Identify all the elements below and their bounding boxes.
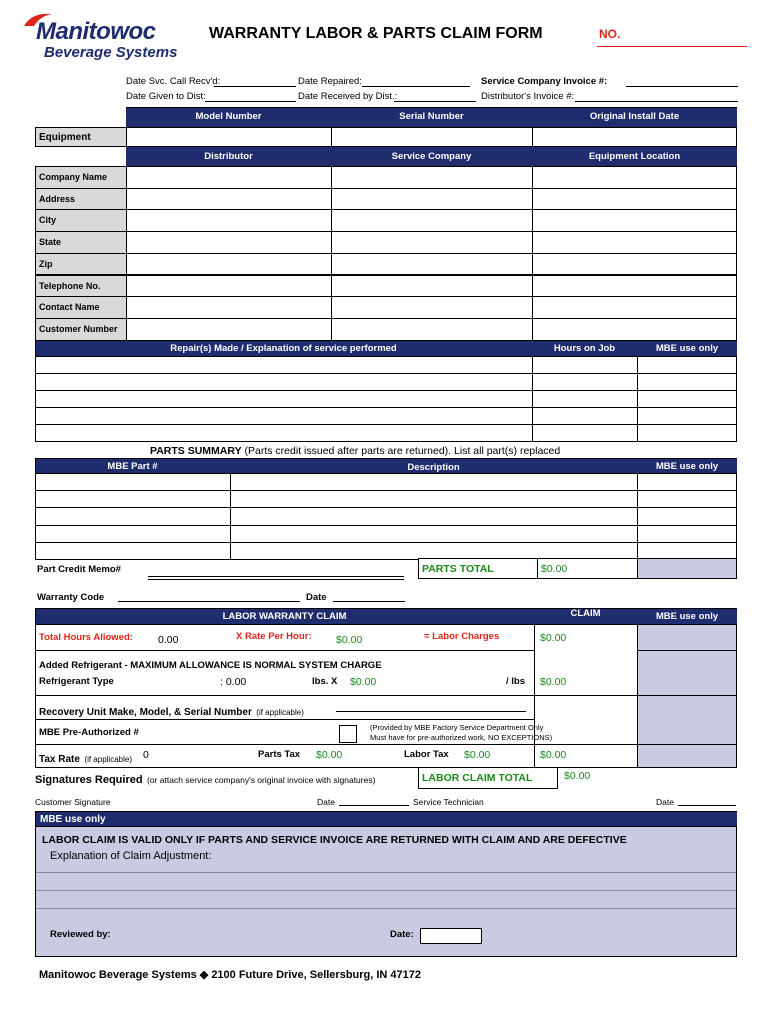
distributor-field[interactable] — [126, 275, 332, 298]
labor-charges-label: = Labor Charges — [424, 631, 500, 642]
preauth-note-1: (Provided by MBE Factory Service Department Only — [370, 723, 544, 732]
logo-brand: Manitowoc — [36, 18, 156, 45]
service-company-field[interactable] — [331, 318, 533, 341]
repair-mbe-field[interactable] — [637, 407, 737, 425]
reviewed-by-label: Reviewed by: — [50, 929, 111, 940]
total-hours-value[interactable]: 0.00 — [158, 634, 179, 646]
service-company-field[interactable] — [331, 166, 533, 189]
rate-value[interactable]: $0.00 — [336, 634, 363, 646]
party-row-label: Company Name — [35, 166, 127, 189]
signatures-note: (or attach service company's original invoice with signatures) — [147, 775, 376, 785]
part-mbe-field[interactable] — [637, 490, 737, 508]
equipment-location-field[interactable] — [532, 188, 737, 211]
hours-on-job-field[interactable] — [532, 356, 638, 374]
technician-label: Service Technician — [413, 797, 484, 807]
no-label: NO. — [599, 27, 621, 41]
valid-notice: LABOR CLAIM IS VALID ONLY IF PARTS AND SERVICE INVOICE ARE RETURNED WITH CLAIM AND ARE DEFECTIVE — [42, 834, 627, 846]
footer — [39, 968, 421, 981]
preauth-label: MBE Pre-Authorized # — [39, 727, 139, 738]
repair-description-field[interactable] — [35, 424, 533, 442]
distributor-field[interactable] — [126, 253, 332, 276]
party-row-label: City — [35, 209, 127, 232]
party-row-label: Customer Number — [35, 318, 127, 341]
part-mbe-field[interactable] — [637, 525, 737, 543]
service-company-field[interactable] — [331, 253, 533, 276]
signature-date-label-1: Date — [317, 797, 335, 807]
given-field[interactable] — [205, 91, 296, 102]
footer-company: Manitowoc Beverage Systems — [39, 969, 197, 981]
labor-main-block — [35, 624, 535, 768]
equipment-location-field[interactable] — [532, 231, 737, 254]
per-lbs-value: $0.00 — [540, 676, 567, 688]
warranty-date-field[interactable] — [333, 591, 405, 602]
preauth-checkbox[interactable] — [339, 725, 357, 743]
total-hours-label: Total Hours Allowed: — [39, 632, 133, 643]
equipment-location-field[interactable] — [532, 275, 737, 298]
part-description-field[interactable] — [230, 473, 638, 491]
rate-label: X Rate Per Hour: — [236, 631, 312, 642]
parts-mbe-header: MBE use only — [655, 461, 719, 472]
hours-on-job-field[interactable] — [532, 373, 638, 391]
logo — [22, 10, 182, 65]
repair-mbe-field[interactable] — [637, 390, 737, 408]
footer-address: 2100 Future Drive, Sellersburg, IN 47172 — [211, 969, 422, 981]
parts-total-value: $0.00 — [541, 563, 568, 575]
svc-call-field[interactable] — [214, 76, 296, 87]
signature-date-label-2: Date — [656, 797, 674, 807]
signature-date-field-1[interactable] — [339, 797, 409, 806]
mbe-section-header — [35, 811, 737, 827]
service-company-field[interactable] — [331, 188, 533, 211]
equipment-location-header: Equipment Location — [588, 151, 681, 162]
serial-number-header: Serial Number — [399, 111, 464, 122]
party-row-label: Address — [35, 188, 127, 211]
part-number-field[interactable] — [35, 542, 231, 560]
install-date-header: Original Install Date — [589, 111, 680, 122]
part-description-field[interactable] — [230, 507, 638, 525]
mbe-section-title: MBE use only — [40, 814, 106, 825]
dist-invoice-label: Distributor's Invoice #: — [481, 91, 575, 102]
serial-number-field[interactable] — [331, 127, 533, 147]
tax-rate-label: Tax Rate — [39, 754, 80, 765]
model-number-field[interactable] — [126, 127, 332, 147]
tax-rate-row — [39, 749, 132, 767]
part-description-field[interactable] — [230, 490, 638, 508]
svc-call-label: Date Svc. Call Recv'd: — [126, 76, 221, 87]
claim-header: CLAIM — [570, 608, 601, 619]
invoice-field[interactable] — [626, 76, 738, 87]
equipment-location-field[interactable] — [532, 166, 737, 189]
distributor-field[interactable] — [126, 318, 332, 341]
repair-description-field[interactable] — [35, 390, 533, 408]
tax-claim-value: $0.00 — [540, 749, 567, 761]
part-number-field[interactable] — [35, 525, 231, 543]
labor-mbe-header: MBE use only — [655, 611, 719, 622]
repair-description-field[interactable] — [35, 356, 533, 374]
preauth-note-2: Must have for pre-authorized work, NO EXCEPTIONS) — [370, 733, 553, 742]
parts-total-label: PARTS TOTAL — [422, 563, 494, 575]
signature-date-field-2[interactable] — [678, 797, 736, 806]
labor-mbe-tax[interactable] — [637, 744, 737, 768]
part-mbe-field[interactable] — [637, 507, 737, 525]
distributor-field[interactable] — [126, 166, 332, 189]
parts-summary-heading — [150, 445, 560, 457]
labor-header: LABOR WARRANTY CLAIM — [222, 611, 347, 622]
repair-description-field[interactable] — [35, 373, 533, 391]
model-number-header: Model Number — [195, 111, 262, 122]
service-company-header: Service Company — [391, 151, 472, 162]
party-row-label: Telephone No. — [35, 275, 127, 298]
signatures-label: Signatures Required — [35, 774, 143, 786]
part-number-field[interactable] — [35, 507, 231, 525]
recovery-label: Recovery Unit Make, Model, & Serial Number — [39, 707, 252, 718]
per-lbs-label: / lbs — [506, 676, 526, 687]
labor-charges-value: $0.00 — [540, 632, 567, 644]
labor-tax-value: $0.00 — [464, 749, 491, 761]
service-company-field[interactable] — [331, 209, 533, 232]
parts-tax-value: $0.00 — [316, 749, 343, 761]
refrigerant-type-label: Refrigerant Type — [39, 676, 114, 687]
service-company-field[interactable] — [331, 231, 533, 254]
distributor-field[interactable] — [126, 209, 332, 232]
description-header: Description — [407, 462, 460, 473]
tax-rate-note: (if applicable) — [84, 755, 132, 764]
hours-on-job-field[interactable] — [532, 390, 638, 408]
install-date-field[interactable] — [532, 127, 737, 147]
warranty-code-field[interactable] — [118, 591, 300, 602]
explanation-line-1[interactable] — [36, 872, 736, 873]
equipment-location-field[interactable] — [532, 209, 737, 232]
part-number-field[interactable] — [35, 473, 231, 491]
distributor-header: Distributor — [204, 151, 253, 162]
labor-mbe-refrigerant[interactable] — [637, 650, 737, 696]
mbe-part-header: MBE Part # — [107, 461, 158, 472]
explanation-label: Explanation of Claim Adjustment: — [50, 850, 212, 862]
repairs-header: Repair(s) Made / Explanation of service performed — [170, 343, 397, 354]
parts-total-mbe-cell[interactable] — [637, 558, 737, 579]
parts-summary-bold: PARTS SUMMARY — [150, 445, 242, 457]
repair-mbe-field[interactable] — [637, 356, 737, 374]
tax-rate-value[interactable]: 0 — [143, 749, 149, 761]
recovery-row — [39, 702, 304, 720]
distributor-field[interactable] — [126, 188, 332, 211]
recovery-field[interactable] — [336, 701, 526, 712]
warranty-code-label: Warranty Code — [37, 592, 105, 603]
review-date-field[interactable] — [420, 928, 482, 944]
lbs-value[interactable]: $0.00 — [350, 676, 377, 688]
equipment-location-field[interactable] — [532, 253, 737, 276]
given-label: Date Given to Dist: — [126, 91, 206, 102]
explanation-line-2[interactable] — [36, 890, 736, 891]
repair-mbe-field[interactable] — [637, 424, 737, 442]
refrigerant-value[interactable]: : 0.00 — [220, 676, 247, 688]
hours-on-job-header: Hours on Job — [553, 343, 616, 354]
page-title: WARRANTY LABOR & PARTS CLAIM FORM — [209, 25, 543, 42]
credit-memo-label: Part Credit Memo# — [37, 564, 121, 575]
party-row-label: Zip — [35, 253, 127, 276]
equipment-location-field[interactable] — [532, 318, 737, 341]
service-company-field[interactable] — [331, 275, 533, 298]
parts-tax-label: Parts Tax — [258, 749, 301, 760]
parts-summary-note: (Parts credit issued after parts are returned). List all part(s) replaced — [244, 445, 561, 457]
repaired-label: Date Repaired: — [298, 76, 362, 87]
hours-on-job-field[interactable] — [532, 407, 638, 425]
equipment-label: Equipment — [35, 127, 127, 147]
received-field[interactable] — [394, 91, 476, 102]
warranty-date-label: Date — [306, 592, 327, 603]
received-label: Date Received by Dist.: — [298, 91, 398, 102]
customer-signature-label: Customer Signature — [35, 797, 111, 807]
labor-mbe-charges[interactable] — [637, 624, 737, 651]
no-field[interactable] — [597, 33, 747, 47]
repaired-field[interactable] — [362, 76, 470, 87]
recovery-note: (if applicable) — [256, 708, 304, 717]
review-date-label: Date: — [390, 929, 414, 940]
part-number-field[interactable] — [35, 490, 231, 508]
labor-total-label: LABOR CLAIM TOTAL — [422, 772, 533, 784]
lbs-x-label: lbs. X — [312, 676, 338, 687]
refrigerant-note: Added Refrigerant - MAXIMUM ALLOWANCE IS NORMAL SYSTEM CHARGE — [39, 660, 382, 671]
logo-sub: Beverage Systems — [44, 44, 178, 61]
party-row-label: State — [35, 231, 127, 254]
repair-description-field[interactable] — [35, 407, 533, 425]
credit-memo-line2 — [148, 569, 404, 580]
distributor-field[interactable] — [126, 296, 332, 319]
part-mbe-field[interactable] — [637, 473, 737, 491]
service-company-field[interactable] — [331, 296, 533, 319]
explanation-line-3[interactable] — [36, 908, 736, 909]
labor-mbe-recovery[interactable] — [637, 695, 737, 745]
distributor-field[interactable] — [126, 231, 332, 254]
repair-mbe-field[interactable] — [637, 373, 737, 391]
labor-tax-label: Labor Tax — [404, 749, 449, 760]
labor-total-value: $0.00 — [564, 770, 591, 782]
invoice-label: Service Company Invoice #: — [481, 76, 608, 87]
dist-invoice-field[interactable] — [575, 91, 738, 102]
equipment-location-field[interactable] — [532, 296, 737, 319]
party-row-label: Contact Name — [35, 296, 127, 319]
signatures-row — [35, 770, 375, 788]
part-description-field[interactable] — [230, 525, 638, 543]
repairs-mbe-header: MBE use only — [655, 343, 719, 354]
hours-on-job-field[interactable] — [532, 424, 638, 442]
footer-separator-icon: ◆ — [199, 969, 212, 981]
